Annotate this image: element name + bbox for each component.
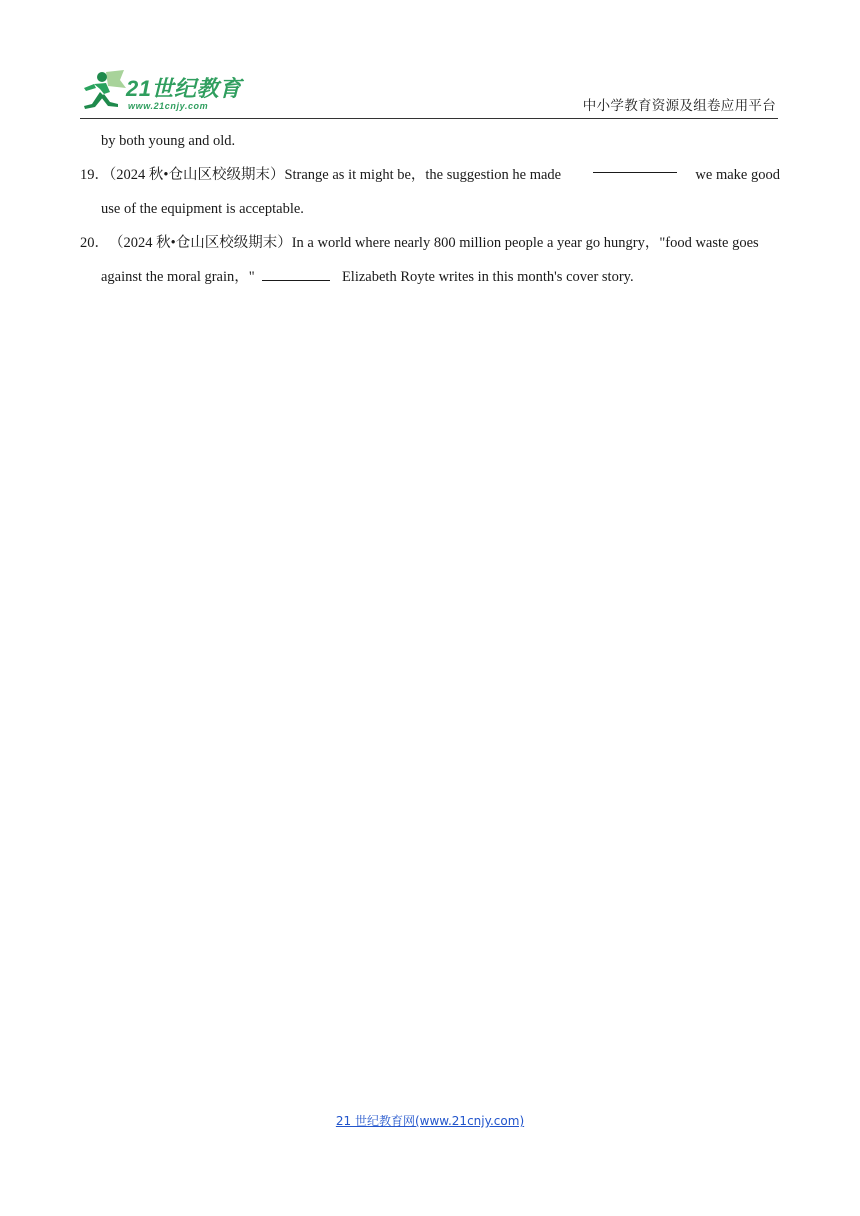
question-20-text-b: Elizabeth Royte writes in this month's cover story.: [341, 269, 634, 285]
question-20-number: 20．: [80, 235, 109, 251]
document-body: [80, 124, 780, 294]
question-20-line-2: [80, 260, 780, 294]
site-logo[interactable]: [80, 68, 250, 114]
question-19-blank[interactable]: [593, 158, 677, 173]
header-tagline: 中小学教育资源及组卷应用平台: [582, 98, 776, 114]
question-20-source: （2024 秋•仓山区校级期末）: [109, 235, 292, 251]
question-19-text: Strange as it might be，the suggestion he made: [284, 167, 562, 183]
question-19-number: 19．: [80, 167, 109, 183]
question-19-stem: [80, 158, 561, 192]
question-20-blank[interactable]: [262, 266, 330, 281]
question-19: [80, 158, 780, 192]
question-20-text-a: against the moral grain，": [101, 269, 255, 285]
question-19-text-end: we make good: [695, 167, 780, 183]
footer-link[interactable]: 21 世纪教育网(www.21cnjy.com): [335, 1114, 525, 1128]
question-20-text: In a world where nearly 800 million people a year go hungry，"food waste goes: [291, 235, 759, 251]
page-header: [80, 64, 778, 119]
logo-text: 21世纪教育: [126, 76, 242, 101]
question-20: [80, 226, 780, 260]
question-19-source: （2024 秋•仓山区校级期末）: [109, 167, 285, 183]
continuation-line: by both young and old.: [101, 133, 236, 149]
logo-url-text: www.21cnjy.com: [128, 101, 209, 111]
running-person-logo-icon: [80, 68, 128, 114]
question-19-line-2: use of the equipment is acceptable.: [101, 201, 304, 217]
